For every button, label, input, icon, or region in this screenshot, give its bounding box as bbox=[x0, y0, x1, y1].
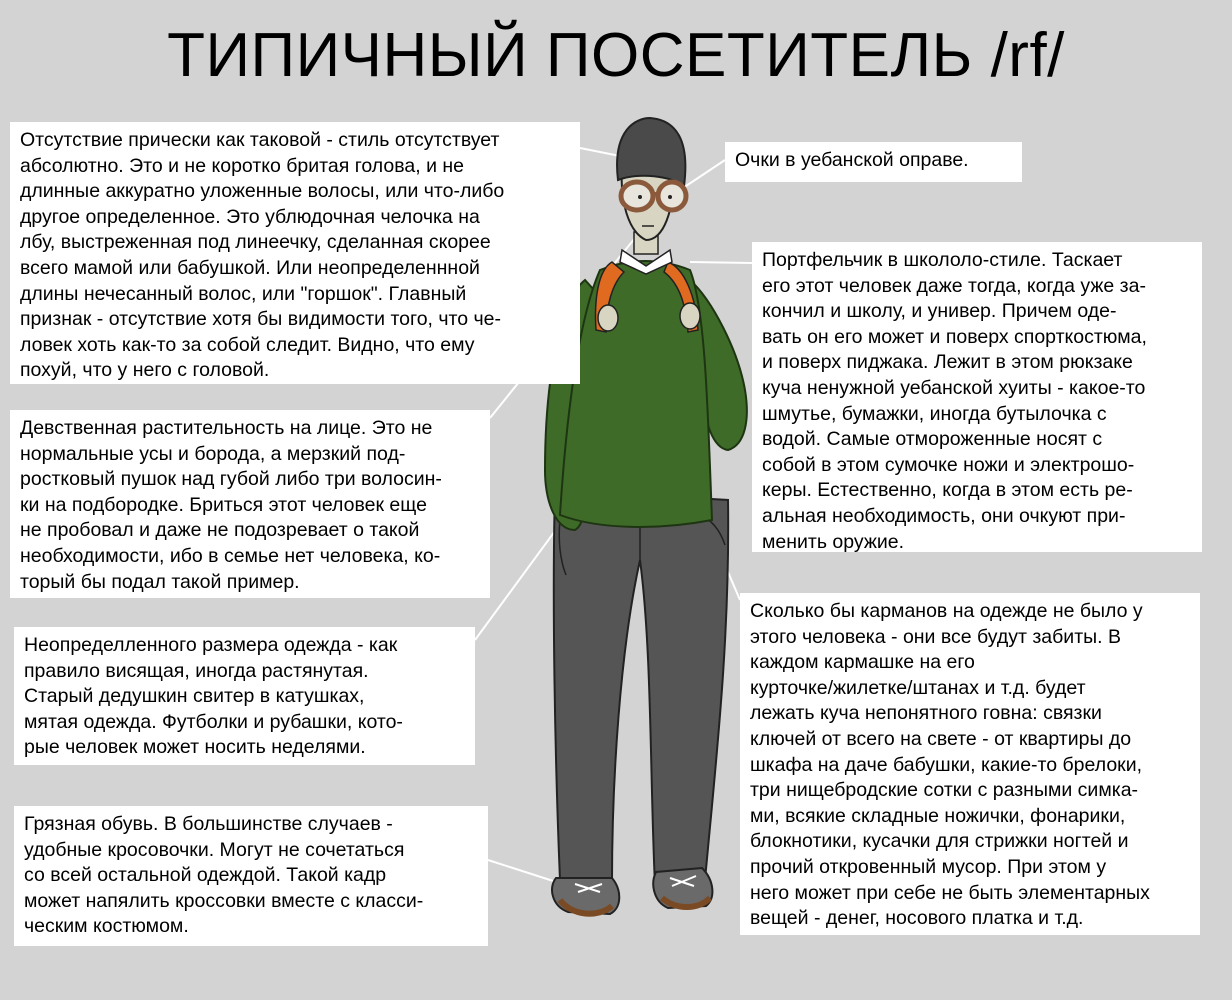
leader-line-backpack bbox=[690, 262, 752, 263]
callout-clothes: Неопределленного размера одежда - как правило висящая, иногда растянутая. Старый дедушкин свитер в катушках, мятая одежда. Футболки и рубашки, кото- рые человек может носить неделями. bbox=[14, 627, 475, 765]
callout-hair: Отсутствие прически как таковой - стиль отсутствует абсолютно. Это и не коротко бритая голова, и не длинные аккуратно уложенные волосы, или что-либо другое определенное. Это ублюдочная челочка на лбу, выстреженная под линеечку, сделанная скорее всего мамой или бабушкой. Или неопределеннной длины нечесанный волос, или "горшок". Главный признак - отсутствие хотя бы видимости того, что че- ловек хоть как-то за собой следит. Видно, что ему похуй, что у него с головой. bbox=[10, 122, 580, 384]
callout-pockets: Сколько бы карманов на одежде не было у этого человека - они все будут забиты. В каждом кармашке на его курточке/жилетке/штанах и т.д. будет лежать куча непонятного говна: связки ключей от всего на свете - от квартиры до шкафа на даче бабушки, какие-то брелоки, три нищебродские сотки с разными симка- ми, всякие складные ножички, фонарики, блокнотики, кусачки для стрижки ногтей и прочий откровенный мусор. При этом у него может при себе не быть элементарных вещей - денег, носового платка и т.д. bbox=[740, 593, 1200, 935]
hand-right bbox=[680, 303, 700, 329]
leader-line-glasses bbox=[680, 160, 725, 190]
pants bbox=[554, 490, 728, 885]
callout-backpack: Портфельчик в школоло-стиле. Таскает его этот человек даже тогда, когда уже за- кончил и школу, и универ. Причем оде- вать он его может и поверх спорткостюма, и поверх пиджака. Лежит в этом рюкзаке куча ненужной уебанской хуиты - какое-то шмутье, бумажки, иногда бутылочка с водой. Самые отмороженные носят с собой в этом сумочке ножи и электрошо- керы. Естественно, когда в этом есть ре- альная необходимость, они очкуют при- менить оружие. bbox=[752, 242, 1202, 552]
page-title: ТИПИЧНЫЙ ПОСЕТИТЕЛЬ /rf/ bbox=[167, 21, 1065, 90]
shoe-right bbox=[653, 868, 712, 908]
callout-glasses: Очки в уебанской оправе. bbox=[725, 142, 1022, 182]
shoe-left bbox=[552, 878, 619, 914]
beanie-hat bbox=[617, 118, 685, 186]
hand-left bbox=[598, 305, 618, 331]
callout-shoes: Грязная обувь. В большинстве случаев - удобные кросовочки. Могут не сочетаться со всей остальной одеждой. Такой кадр может напялить кроссовки вместе с класси- ческим костюмом. bbox=[14, 806, 488, 946]
callout-facial-hair: Девственная растительность на лице. Это не нормальные усы и борода, а мерзкий под- ростковый пушок над губой либо три волосин- ки на подбородке. Бриться этот человек еще не пробовал и даже не подозревает о такой необходимости, ибо в семье нет человека, ко- торый бы подал такой пример. bbox=[10, 410, 490, 598]
